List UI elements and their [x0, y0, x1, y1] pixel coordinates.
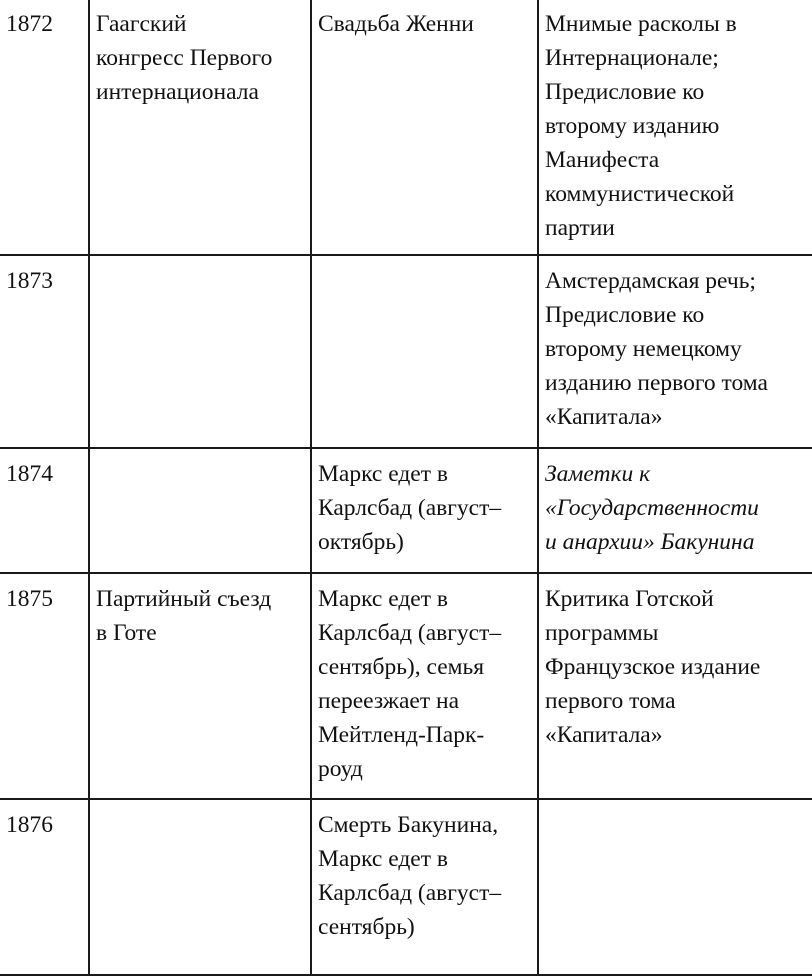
year-cell: 1874 — [0, 448, 89, 573]
works-cell: Амстердамская речь; Предисловие ко второму немецкому изданию первого тома «Капитала» — [538, 255, 812, 448]
works-cell: Заметки к «Государственности и анархии» Бакунина — [538, 448, 812, 573]
events-cell — [89, 255, 311, 448]
life-cell: Свадьба Женни — [311, 0, 538, 255]
year-cell: 1876 — [0, 799, 89, 975]
year-cell: 1873 — [0, 255, 89, 448]
events-cell — [89, 448, 311, 573]
life-cell: Маркс едет в Карлсбад (август– октябрь) — [311, 448, 538, 573]
year-cell: 1875 — [0, 573, 89, 799]
events-cell: Гаагский конгресс Первого интернационала — [89, 0, 311, 255]
table-row — [0, 799, 812, 975]
events-cell — [89, 799, 311, 975]
table-row — [0, 573, 812, 799]
works-cell: Мнимые расколы в Интернационале; Предисловие ко второму изданию Манифеста коммунистической партии — [538, 0, 812, 255]
table-row — [0, 448, 812, 573]
year-cell: 1872 — [0, 0, 89, 255]
life-cell: Смерть Бакунина, Маркс едет в Карлсбад (август– сентябрь) — [311, 799, 538, 975]
events-cell: Партийный съезд в Готе — [89, 573, 311, 799]
works-cell: Критика Готской программы Французское издание первого тома «Капитала» — [538, 573, 812, 799]
life-cell: Маркс едет в Карлсбад (август– сентябрь), семья переезжает на Мейтленд-Парк- роуд — [311, 573, 538, 799]
table-row — [0, 0, 812, 255]
table-row — [0, 255, 812, 448]
works-cell — [538, 799, 812, 975]
life-cell — [311, 255, 538, 448]
